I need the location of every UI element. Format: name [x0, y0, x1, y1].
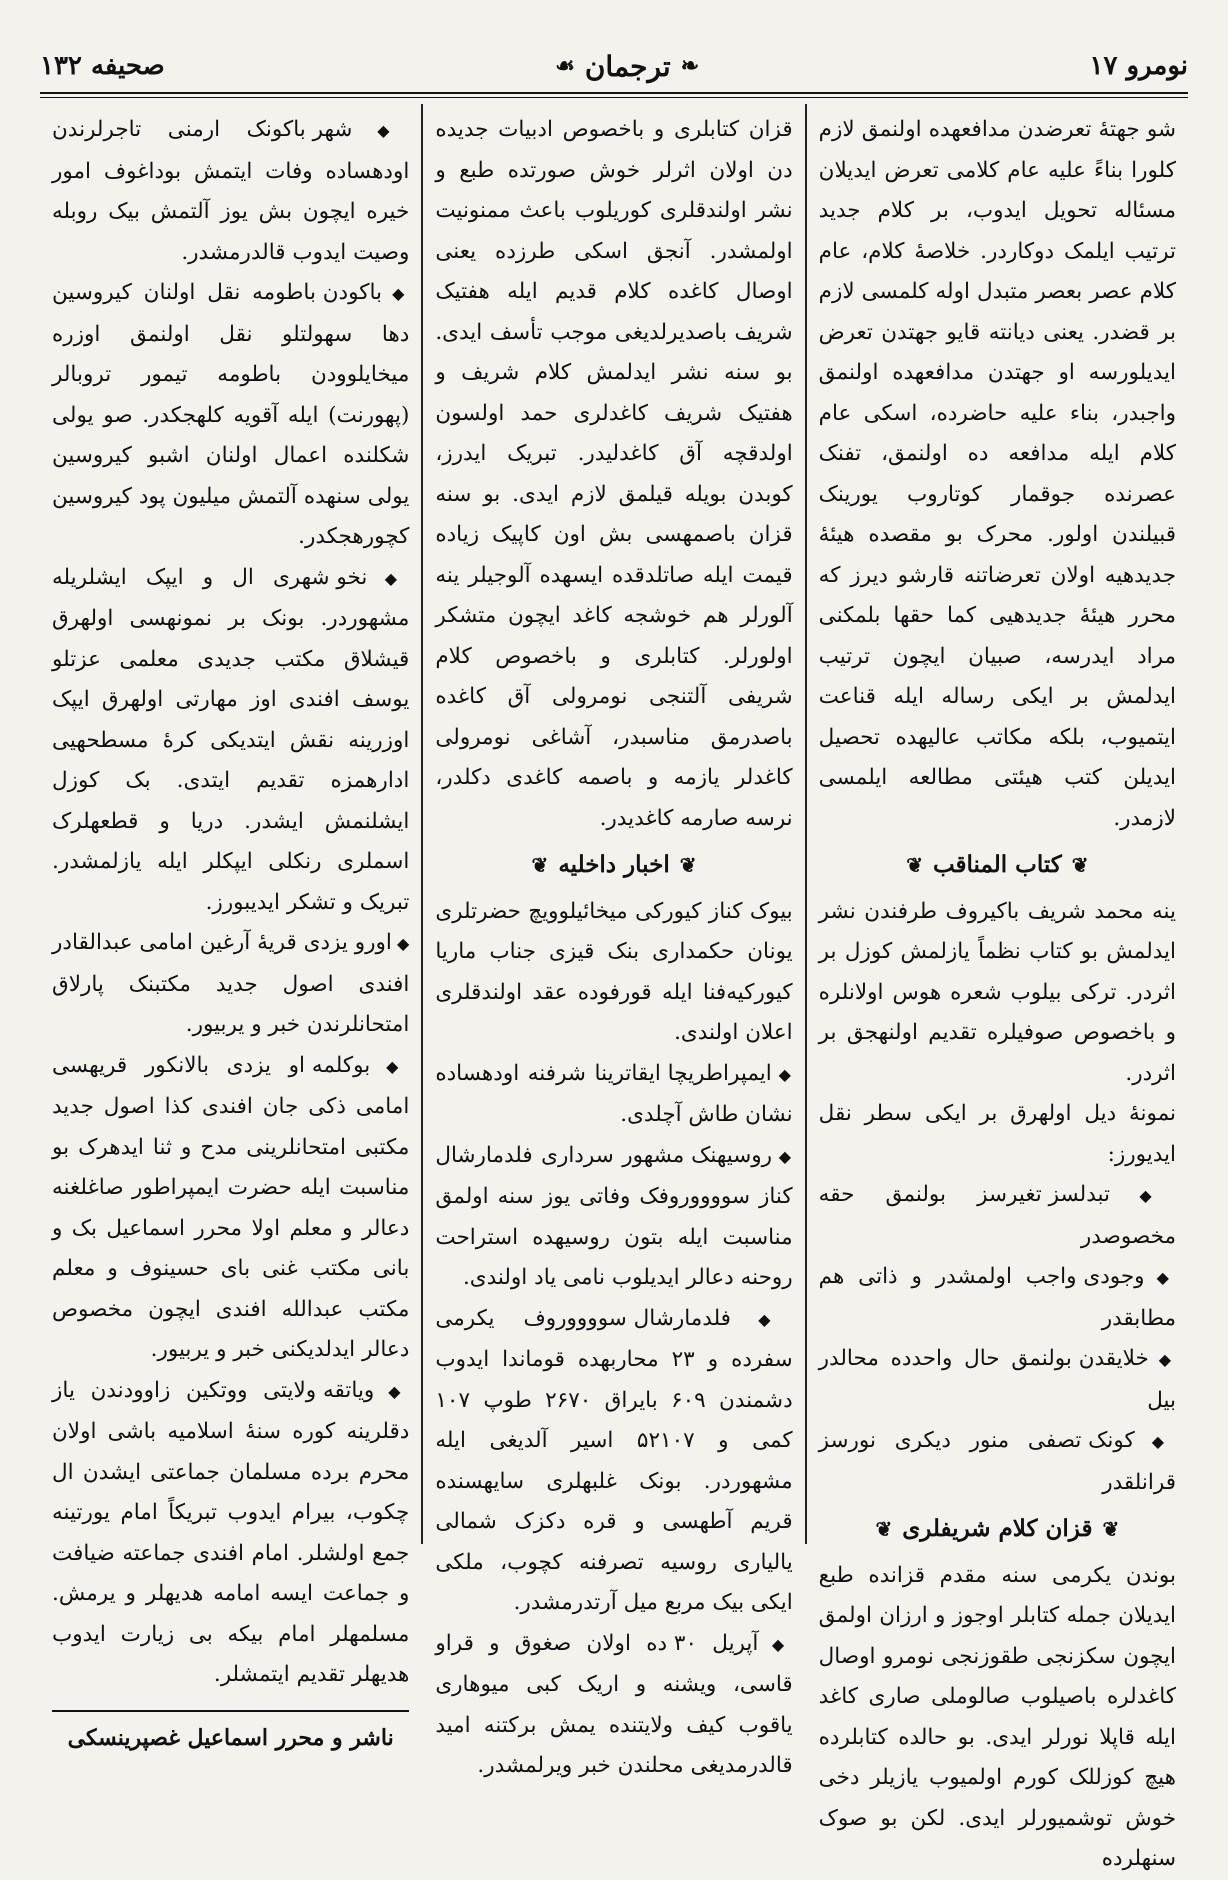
columns — [40, 104, 1188, 1871]
bullet-icon: ◆ — [1148, 1350, 1177, 1369]
news-item: ◆ ویاتقه ولایتی ووتکین زاوودندن یاز دقلرینه کوره سنهٔ اسلامیه باشی اولان محرم برده مسلمان جماعتی ایشدن ال چکوب، بیرام ایدوب تبریکاً امام یورتینه جمع اولشلر. امام افندی جماعته ضیافت و جماعت ایسه امامه هدیهلر و یرمش. مسلمهلر امام بیکه بی زیارت ایدوب هدیهلر تقدیم ایتمشلر. — [52, 1377, 410, 1687]
article-text: ینه محمد شریف باکیروف طرفندن نشر ایدلمش بو کتاب نظماً یازلمش کوزل بر اثردر. ترکی بیلوب شعره هوس اولانلره و باخصوص صوفیلره تقدیم اولنهجق بر اثردر. — [818, 898, 1176, 1086]
news-item: ◆ نخو شهری ال و ایپک ایشلریله مشهوردر. بونک بر نمونهسی اولهرق قیشلاق مکتب جدیدی معلمی عزتلو یوسف افندی اوز مهارتی اولهرق ایپک اوزرینه نقش ایتدیکی کرهٔ مسطحهیی ادارهمزه تقدیم ایتدی. بک کوزل ایشلنمش ایشدر. دریا و قطعهلرک اسملری رنکلی ایپکلر ایله یازلمشدر. تبریک و تشکر ایدیبورز. — [52, 564, 410, 915]
bullet-icon: ◆ — [1109, 1186, 1176, 1205]
article-text: شو جهتهٔ تعرضدن مدافعهده اولنمق لازم کلورا بناءً علیه عام کلامی تعرض ایدیلان مسئاله تحویل ایدوب، بر کلام جدید ترتیب ایلمک دوکاردر. خلاصهٔ کلام، عام کلام عصر بعصر متبدل اوله کلمسی لازم بر قضدر. یعنی دیانته قایو جهتدن تعرض ایدیلورسه او جهتدن مدافعهده اولنمق واجبدر، بناء علیه حاضرده، اسکی عام کلام ایله مدافعه ده اولنمق، تفنک عصرنده جوقمار کوتاروب یورینک قبیلندن اولور. محرک بو مقصده هیئهٔ جدیدهیه اولان تعرضاتنه قارشو دیرز که محرر هیئهٔ جدیدهیی کما حقها بلمکنی مراد ایدرسه، صبیان ایچون ترتیب ایدلمش بر ایکی رساله ایله قناعت ایتمیوب، بلکه مکاتب عالیهده تحصیل ایدیلن کتب هیئتی مطالعه ایلمسی لازمدر. — [818, 117, 1176, 831]
verse-line: ◆ کونک تصفی منور دیکری نورسز قرانلقدر — [818, 1428, 1176, 1495]
verse-line: ◆ تبدلسز تغیرسز بولنمق حقه مخصوصدر — [818, 1182, 1176, 1249]
ornament-icon: ❦ — [906, 853, 923, 877]
bullet-icon: ◆ — [382, 284, 410, 303]
section-title: کتاب المناقب — [932, 851, 1062, 878]
issue-number: نومرو ۱۷ — [1089, 51, 1188, 81]
bullet-icon: ◆ — [352, 121, 410, 140]
bullet-icon: ◆ — [772, 1146, 793, 1166]
ornament-icon: ☙ — [555, 53, 575, 79]
bullet-icon: ◆ — [771, 1064, 793, 1084]
bullet-icon: ◆ — [374, 1381, 410, 1401]
news-item: ◆ روسیهنک مشهور سرداری فلدمارشال کناز سووووروفک وفاتی یوز سنه اولمق مناسبت ایله بتون روسیهده استراحت روحنه دعالر ایدیلوب نامی یاد اولندی. — [435, 1142, 793, 1290]
ornament-icon: ❦ — [1071, 853, 1089, 877]
section-heading — [819, 1509, 1176, 1550]
article-text: قزان کتابلری و باخصوص ادبیات جدیده دن اولان اثرلر خوش صورتده طبع و نشر اولندقلری کوریلوب باعث ممنونیت اولمشدر. آنجق اسکی طرزده یعنی اوصال کاغده کلام قدیم ایله هفتیک شریف باصدیرلدیغی موجب تأسف ایدی. بو سنه نشر ایدلمش کلام شریف و هفتیک شریف کاغدلری حمد اولسون اولدقچه آق کاغدلیدر. تبریک ایدرز، کوبدن بویله قیلمق لازم ایدی. بو سنه قزان باصمهسی بش اون کاپیک زیاده قیمت ایله صاتلدقده ایسهده آلوجیلر ینه آلورلر هم خوشجه کاغد ایچون متشکر اولورلر. کتابلری و باخصوص کلام شریفی آلتنجی نومرولی آق کاغده باصدرمق مناسبدر، آشاغی نومرولی کاغدلر یازمه و باصمه کاغدی دکلدر، نرسه صارمه کاغدیدر. — [435, 117, 793, 831]
publisher-line: ناشر و محرر اسماعیل غصپرینسکی — [52, 1710, 409, 1759]
bullet-icon: ◆ — [391, 934, 410, 953]
news-item: ◆ آپریل ۳۰ ده اولان صغوق و قراو قاسی، ویشنه و اریک کبی میوهاری یاقوب کیف ولایتنده یمش برکتنه امید قالدرمدیغی محلندن خبر ویرلمشدر. — [435, 1630, 793, 1778]
bullet-icon: ◆ — [1144, 1268, 1177, 1287]
column-right — [807, 104, 1188, 1871]
article-text: بوندن یکرمی سنه مقدم قزانده طبع ایدیلان جمله کتابلر اوجوز و ارزان اولمق ایچون سکزنجی طقوزنجی نومرو اوصال کاغدلره باصیلوب صالوملی صاری کاغد ایله قاپلا نورلر ایدی. بو حالده کتابلرده هیچ کوزللک کورم اولمیوب یازیلر دخی خوش توشمیورلر ایدی. لکن بو صوک سنهلرده — [818, 1562, 1176, 1871]
article-text: نمونهٔ دیل اولهرق بر ایکی سطر نقل ایدیورز: — [818, 1101, 1176, 1167]
header-rule — [40, 92, 1188, 98]
news-item: ◆ فلدمارشال سووووروف یکرمی سفرده و ۲۳ محاربهده قوماندا ایدوب دشمندن ۶۰۹ بایراق ۲۶۷۰ طوپ ۱۰۷ کمی و ۵۲۱۰۷ اسیر آلدیغی ایله مشهوردر. بونک غلبهلری سایهسنده قریم آطهسی و قره دکزک شمالی یالیاری روسیه تصرفنه کچوب، ملکی ایکی بیک مربع میل آرتدرمشدر. — [435, 1305, 793, 1615]
verse-line: ◆ وجودی واجب اولمشدر و ذاتی هم مطابقدر — [818, 1264, 1177, 1331]
news-item: ◆ باکودن باطومه نقل اولنان کیروسین دها سهولتلو نقل اولنمق اوزره میخایلوودن باطومه تیمور تروبالر (پهورنت) ایله آقویه کلهجکدر. صو یولی شکلنده اعمال اولنان اشبو کیروسین یولی سنهده آلتمش میلیون پود کیروسین کچورهجکدر. — [52, 280, 410, 549]
ornament-icon: ❦ — [1102, 1517, 1120, 1541]
section-heading — [819, 845, 1176, 886]
ornament-icon: ❦ — [679, 853, 697, 877]
column-middle — [423, 104, 806, 1778]
ornament-icon: ❦ — [875, 1517, 893, 1541]
page-number: صحیفه ۱۳۲ — [40, 51, 165, 81]
section-heading — [435, 845, 792, 886]
bullet-icon: ◆ — [1134, 1432, 1176, 1451]
newspaper-title: ترجمان — [584, 49, 671, 83]
news-item: بیوک کناز کیورکی میخائیلوویچ حضرتلری یونان حکمداری بنک قیزی جناب ماریا کیورکیه‌فنا ایله قورفوده عقد اولندقلری اعلان اولندی. — [435, 898, 793, 1045]
ornament-icon: ❦ — [531, 853, 549, 877]
verse-line: ◆ خلایقدن بولنمق حال واحدده محالدر بیل — [818, 1346, 1177, 1413]
bullet-icon: ◆ — [758, 1634, 793, 1654]
newspaper-title-block — [555, 50, 699, 83]
masthead — [40, 44, 1188, 88]
news-item: ◆ اورو یزدی قریهٔ آرغین امامی عبدالقادر افندی اصول جدید مکتبنک پارلاق امتحانلرندن خبر و یربیور. — [52, 930, 410, 1037]
bullet-icon: ◆ — [370, 1056, 410, 1076]
section-title: قزان کلام شریفلری — [902, 1515, 1093, 1542]
bullet-icon: ◆ — [367, 568, 410, 588]
news-item: ◆ ایمپراطریچا ایقاترینا شرفنه اودهساده نشان طاش آچلدی. — [435, 1060, 793, 1127]
column-left — [40, 104, 423, 1751]
ornament-icon: ❧ — [680, 53, 700, 79]
news-item: ◆ بوکلمه او یزدی بالانکور قریهسی امامی ذکی جان افندی کذا اصول جدید مکتبی امتحانلرینی مدح و ثنا ایدهرک بو مناسبت ایله حضرت ایمپراطور صاغلغنه دعالر و معلم اولا محرر اسماعیل بک و بانی مکتب غنی بای حسینوف و معلم مکتب عبدالله افندی ایچون مخصوص دعالر ایدلدیکنی خبر و یربیور. — [52, 1052, 410, 1362]
bullet-icon: ◆ — [730, 1309, 793, 1329]
news-item: ◆ شهر باکونک ارمنی تاجرلرندن اودهساده وفات ایتمش بوداغوف امور خیره ایچون بش یوز آلتمش بیک روبله وصیت ایدوب قالدرمشدر. — [52, 117, 410, 265]
section-title: اخبار داخلیه — [558, 851, 670, 878]
